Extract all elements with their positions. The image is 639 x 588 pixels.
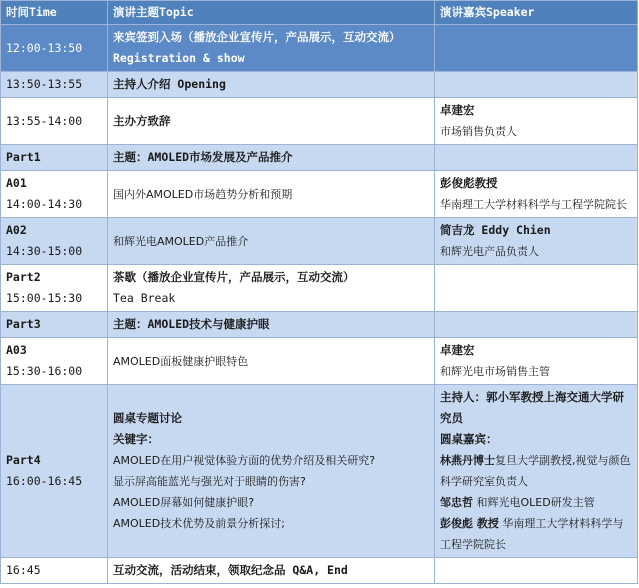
topic-cell: 主题：AMOLED市场发展及产品推介 (108, 145, 435, 171)
session-id: A01 (6, 176, 27, 190)
topic-line: Registration & show (113, 51, 245, 65)
time-cell: Part3 (1, 312, 108, 338)
speaker-cell (435, 338, 638, 385)
speaker-cell (435, 25, 638, 72)
speaker-title: 华南理工大学材料科学与工程学院院长 (440, 198, 627, 211)
topic-cell: 主办方致辞 (108, 98, 435, 145)
guest-name: 邹忠哲 (440, 496, 473, 509)
speaker-cell (435, 145, 638, 171)
topic-cell (108, 25, 435, 72)
speaker-name: 卓建宏 (440, 103, 475, 117)
table-row (1, 72, 638, 98)
time-cell (1, 338, 108, 385)
topic-cell: 主持人介绍 Opening (108, 72, 435, 98)
table-row (1, 265, 638, 312)
guest-name: 彭俊彪 教授 (440, 517, 499, 530)
session-id: A03 (6, 343, 27, 357)
time-cell: 12:00-13:50 (1, 25, 108, 72)
speaker-cell (435, 385, 638, 558)
keyword-item: AMOLED在用户视觉体验方面的优势介绍及相关研究? (113, 454, 376, 467)
speaker-cell (435, 265, 638, 312)
speaker-cell (435, 558, 638, 584)
speaker-name: 彭俊彪教授 (440, 176, 498, 190)
header-topic: 演讲主题Topic (108, 1, 435, 25)
keyword-item: AMOLED屏幕如何健康护眼? (113, 496, 255, 509)
speaker-cell (435, 312, 638, 338)
time-cell (1, 265, 108, 312)
topic-cell: 主题：AMOLED技术与健康护眼 (108, 312, 435, 338)
speaker-name: 简吉龙 Eddy Chien (440, 223, 551, 237)
time-cell: Part1 (1, 145, 108, 171)
time-cell (1, 385, 108, 558)
speaker-title: 和辉光电市场销售主管 (440, 365, 550, 378)
topic-cell: 互动交流，活动结束，领取纪念品 Q&A, End (108, 558, 435, 584)
speaker-name: 卓建宏 (440, 343, 475, 357)
session-id: Part2 (6, 270, 41, 284)
topic-line: 茶歇（播放企业宣传片，产品展示，互动交流） (113, 270, 355, 284)
roundtable-title: 圆桌专题讨论 (113, 411, 182, 425)
topic-line: 来宾签到入场（播放企业宣传片，产品展示，互动交流） (113, 30, 401, 44)
table-row (1, 98, 638, 145)
speaker-cell (435, 218, 638, 265)
guests-label: 圆桌嘉宾： (440, 432, 498, 446)
table-header-row (1, 1, 638, 25)
topic-cell: AMOLED面板健康护眼特色 (108, 338, 435, 385)
table-row (1, 25, 638, 72)
session-id: Part4 (6, 453, 41, 467)
table-row (1, 312, 638, 338)
table-row (1, 338, 638, 385)
guest-title: 华南理工大学材料科学与工程学院院长 (440, 517, 624, 551)
session-time: 15:30-16:00 (6, 364, 83, 378)
speaker-cell (435, 171, 638, 218)
guest-name: 林燕丹博士 (440, 454, 495, 467)
time-cell: 13:50-13:55 (1, 72, 108, 98)
session-id: A02 (6, 223, 27, 237)
session-time: 14:00-14:30 (6, 197, 83, 211)
topic-cell: 国内外AMOLED市场趋势分析和预期 (108, 171, 435, 218)
time-cell: 13:55-14:00 (1, 98, 108, 145)
keyword-item: 显示屏高能蓝光与强光对于眼睛的伤害? (113, 475, 306, 488)
session-time: 15:00-15:30 (6, 291, 83, 305)
keywords-label: 关键字： (113, 432, 159, 446)
speaker-cell (435, 98, 638, 145)
time-cell: 16:45 (1, 558, 108, 584)
guest-title: 复旦大学副教授,视觉与颜色科学研究室负责人 (440, 454, 631, 488)
table-row (1, 385, 638, 558)
topic-cell: 和辉光电AMOLED产品推介 (108, 218, 435, 265)
header-speaker: 演讲嘉宾Speaker (435, 1, 638, 25)
topic-cell (108, 265, 435, 312)
topic-line: Tea Break (113, 291, 176, 305)
session-time: 16:00-16:45 (6, 474, 83, 488)
speaker-cell (435, 72, 638, 98)
table-row (1, 145, 638, 171)
table-row (1, 218, 638, 265)
table-row (1, 558, 638, 584)
keyword-item: AMOLED技术优势及前景分析探讨; (113, 517, 285, 530)
host-label: 主持人：郭小军教授上海交通大学研究员 (440, 390, 624, 425)
header-time: 时间Time (1, 1, 108, 25)
session-time: 14:30-15:00 (6, 244, 83, 258)
speaker-title: 和辉光电产品负责人 (440, 245, 539, 258)
time-cell (1, 171, 108, 218)
guest-title: 和辉光电OLED研发主管 (476, 496, 595, 509)
topic-cell (108, 385, 435, 558)
time-cell (1, 218, 108, 265)
speaker-title: 市场销售负责人 (440, 125, 517, 138)
table-row (1, 171, 638, 218)
